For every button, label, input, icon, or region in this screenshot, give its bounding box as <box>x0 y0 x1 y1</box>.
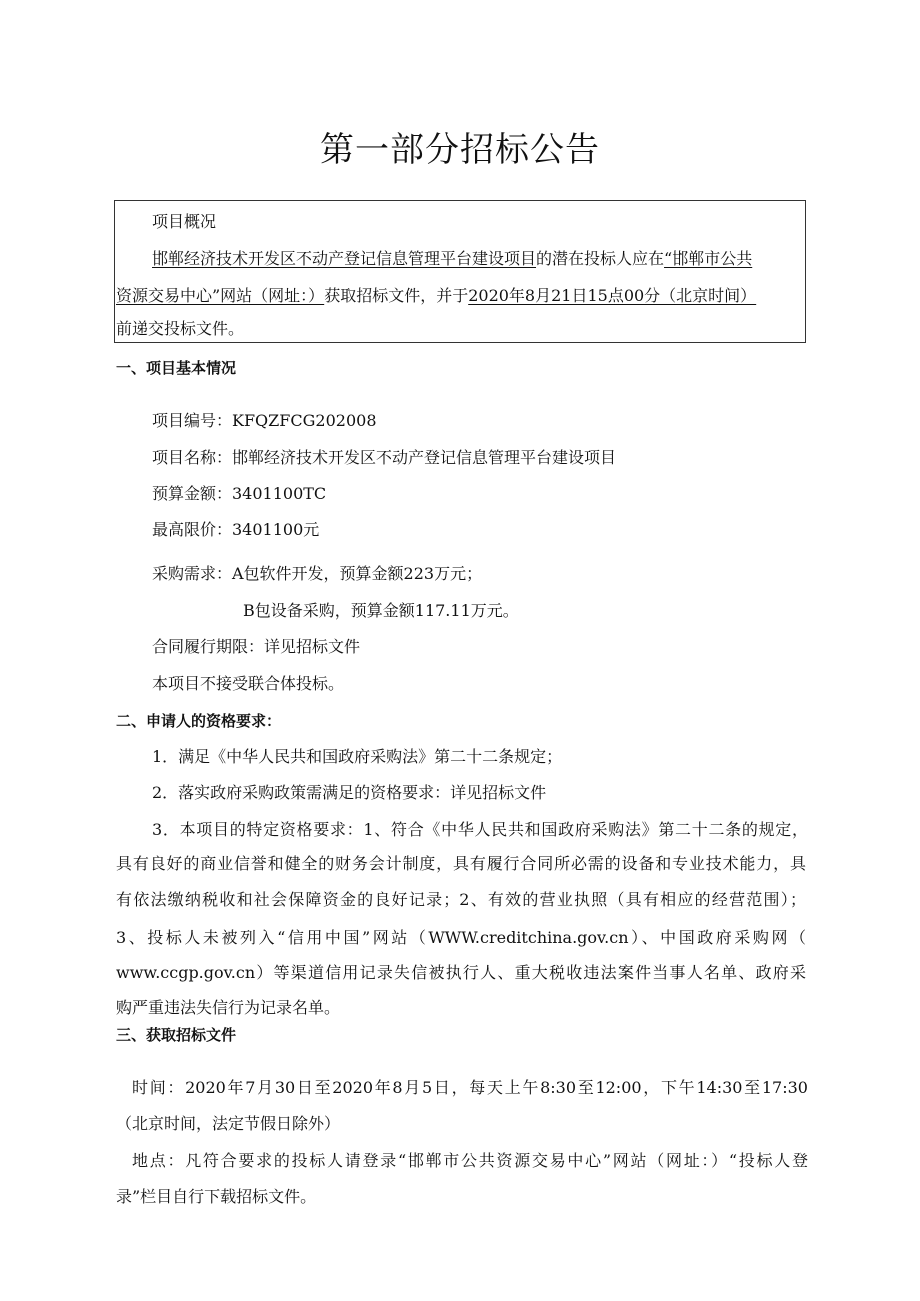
project-name: 项目名称：邯郸经济技术开发区不动产登记信息管理平台建设项目 <box>152 448 617 467</box>
qualification-3-line-6: 购严重违法失信行为记录名单。 <box>116 998 341 1017</box>
contract-period: 合同履行期限：详见招标文件 <box>152 637 361 656</box>
qualification-1: 1．满足《中华人民共和国政府采购法》第二十二条规定； <box>152 747 563 766</box>
deadline-underlined: 2020年8月21日15点00分（北京时间） <box>468 286 757 305</box>
qualification-3-line-2: 具有良好的商业信誉和健全的财务会计制度，具有履行合同所必需的设备和专业技术能力，具 <box>116 854 806 873</box>
overview-line-2 <box>116 285 756 307</box>
site-underlined-2: 资源交易中心”网站（网址：） <box>116 286 325 305</box>
place-line-2: 录”栏目自行下载招标文件。 <box>116 1187 317 1206</box>
qualification-3-line-4: 3、投标人未被列入“信用中国”网站（WWW.creditchina.gov.cn）、中国政府采购网（ <box>116 928 806 947</box>
qualification-3-line-3: 有依法缴纳税收和社会保障资金的良好记录；2、有效的营业执照（具有相应的经营范围）； <box>116 890 806 909</box>
overview-line-1 <box>152 248 752 270</box>
demand-a: 采购需求：A包软件开发，预算金额223万元； <box>152 564 483 583</box>
time-line-1: 时间：2020年7月30日至2020年8月5日，每天上午8:30至12:00，下午14:30至17:30 <box>132 1078 808 1097</box>
budget: 预算金额：3401100TC <box>152 484 327 503</box>
project-name-underlined: 邯郸经济技术开发区不动产登记信息管理平台建设项目 <box>152 249 537 268</box>
section2-heading: 二、申请人的资格要求： <box>116 712 282 730</box>
qualification-3-line-1: 3．本项目的特定资格要求：1、符合《中华人民共和国政府采购法》第二十二条的规定， <box>152 820 808 839</box>
consortium: 本项目不接受联合体投标。 <box>152 674 345 693</box>
overview-line-3: 前递交投标文件。 <box>116 319 245 338</box>
page-title: 第一部分招标公告 <box>320 130 600 170</box>
max-price: 最高限价：3401100元 <box>152 520 320 539</box>
overview-text-1: 的潜在投标人应在 <box>536 249 665 268</box>
overview-heading: 项目概况 <box>152 212 217 231</box>
qualification-2: 2．落实政府采购政策需满足的资格要求：详见招标文件 <box>152 783 547 802</box>
project-no: 项目编号：KFQZFCG202008 <box>152 411 377 430</box>
time-line-2: （北京时间，法定节假日除外） <box>116 1114 341 1133</box>
section3-heading: 三、获取招标文件 <box>116 1026 237 1044</box>
place-line-1: 地点：凡符合要求的投标人请登录“邯郸市公共资源交易中心”网站（网址：）“投标人登 <box>132 1151 808 1170</box>
site-underlined-1: “邯郸市公共 <box>664 249 753 268</box>
overview-text-2: 获取招标文件，并于 <box>324 286 469 305</box>
qualification-3-line-5: www.ccgp.gov.cn）等渠道信用记录失信被执行人、重大税收违法案件当事人名单、政府采 <box>116 963 806 982</box>
demand-b: B包设备采购，预算金额117.11万元。 <box>243 601 519 620</box>
section1-heading: 一、项目基本情况 <box>116 359 237 377</box>
